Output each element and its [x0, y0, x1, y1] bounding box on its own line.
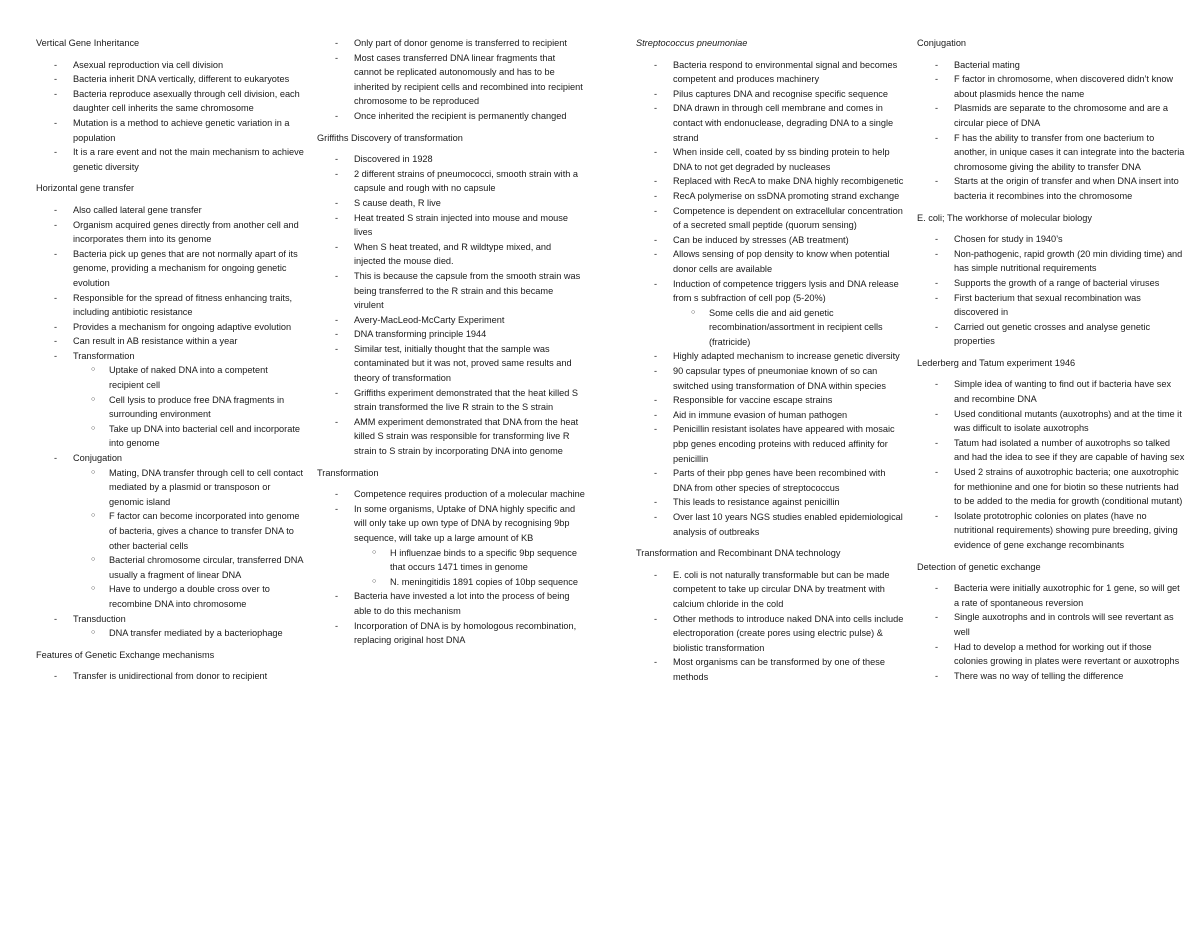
dash-bullet-icon: -: [54, 350, 58, 361]
dash-bullet-icon: -: [935, 277, 939, 288]
dash-bullet-icon: -: [654, 205, 658, 216]
dash-bullet-icon: -: [54, 74, 58, 85]
bullet-list: [317, 487, 585, 648]
bullet-item: [917, 581, 1185, 610]
dash-bullet-icon: -: [335, 503, 339, 514]
sub-bullet-item: [36, 393, 304, 422]
bullet-text: Mating, DNA transfer through cell to cell contact mediated by a plasmid or transposon or genomic island: [109, 467, 304, 507]
bullet-list: [36, 58, 304, 175]
bullet-item: [917, 610, 1185, 639]
bullet-item: [36, 58, 304, 73]
section-heading: Detection of genetic exchange: [917, 561, 1041, 572]
bullet-text: Carried out genetic crosses and analyse genetic properties: [954, 321, 1151, 347]
section-heading: Vertical Gene Inheritance: [36, 38, 140, 48]
dash-bullet-icon: -: [654, 351, 658, 362]
bullet-text: This leads to resistance against penicillin: [673, 497, 840, 508]
dash-bullet-icon: -: [54, 248, 58, 259]
bullet-text: 90 capsular types of pneumoniae known of so can switched using transformation of DNA within species: [673, 366, 886, 391]
dash-bullet-icon: -: [935, 612, 939, 623]
bullet-item: [917, 436, 1185, 465]
dash-bullet-icon: -: [935, 292, 939, 303]
dash-bullet-icon: -: [654, 176, 658, 187]
circle-bullet-icon: ○: [91, 468, 96, 476]
bullet-text: Conjugation: [73, 453, 123, 464]
bullet-item: [917, 276, 1185, 291]
dash-bullet-icon: -: [654, 249, 658, 260]
column-4: [917, 36, 1185, 690]
sub-bullet-item: [36, 553, 304, 582]
bullet-text: Competence is dependent on extracellular concentration of a secreted small peptide (quorum sensing): [673, 205, 903, 231]
dash-bullet-icon: -: [654, 497, 658, 508]
bullet-text: Bacteria reproduce asexually through cell division, each daughter cell inherits the same chromosome: [73, 88, 300, 114]
bullet-text: Also called lateral gene transfer: [73, 204, 202, 215]
dash-bullet-icon: -: [935, 583, 939, 594]
bullet-text: This is because the capsule from the smooth strain was being transferred to the R strain and this became virulent: [354, 270, 581, 311]
dash-bullet-icon: -: [335, 314, 339, 325]
bullet-text: H influenzae binds to a specific 9bp sequence that occurs 1471 times in genome: [390, 547, 577, 573]
bullet-text: Only part of donor genome is transferred to recipient: [354, 38, 567, 48]
bullet-item: [36, 203, 304, 218]
bullet-list: [917, 232, 1185, 349]
bullet-item: [36, 218, 304, 247]
column-3: [636, 36, 904, 692]
dash-bullet-icon: -: [335, 270, 339, 281]
bullet-item: [636, 510, 904, 539]
column-2: [317, 36, 585, 655]
bullet-item: [36, 87, 304, 116]
dash-bullet-icon: -: [654, 88, 658, 99]
bullet-list: [917, 58, 1185, 204]
bullet-item: [917, 131, 1185, 175]
dash-bullet-icon: -: [935, 510, 939, 521]
dash-bullet-icon: -: [335, 329, 339, 340]
bullet-text: S cause death, R live: [354, 197, 441, 208]
section-heading: Features of Genetic Exchange mechanisms: [36, 649, 215, 660]
circle-bullet-icon: ○: [91, 366, 96, 374]
bullet-item: [636, 189, 904, 204]
bullet-item: [636, 422, 904, 466]
circle-bullet-icon: ○: [691, 308, 696, 316]
bullet-item: [636, 495, 904, 510]
bullet-text: Responsible for vaccine escape strains: [673, 395, 833, 406]
dash-bullet-icon: -: [935, 234, 939, 245]
bullet-item: [36, 145, 304, 174]
bullet-text: Most cases transferred DNA linear fragments that cannot be replicated autonomously and has to be inherited by recipient cells and recombined into recipient chromosome to be reproduced: [354, 52, 583, 107]
bullet-text: Cell lysis to produce free DNA fragments in surrounding environment: [109, 394, 285, 420]
dash-bullet-icon: -: [935, 74, 939, 85]
dash-bullet-icon: -: [335, 620, 339, 631]
dash-bullet-icon: -: [935, 176, 939, 187]
bullet-text: Other methods to introduce naked DNA into cells include electroporation (create pores using electric pulse) & biolistic transformation: [673, 613, 904, 653]
bullet-text: Can result in AB resistance within a year: [73, 336, 238, 347]
bullet-text: Bacteria pick up genes that are not normally apart of its genome, providing a mechanism for ongoing genetic evolution: [73, 248, 298, 288]
bullet-item: [317, 619, 585, 648]
bullet-item: [36, 451, 304, 466]
bullet-text: Pilus captures DNA and recognise specific sequence: [673, 88, 889, 99]
dash-bullet-icon: -: [54, 671, 58, 682]
bullet-list: [36, 669, 304, 684]
bullet-item: [36, 334, 304, 349]
bullet-list: [917, 377, 1185, 552]
dash-bullet-icon: -: [935, 132, 939, 143]
bullet-item: [636, 277, 904, 306]
bullet-item: [917, 407, 1185, 436]
bullet-text: 2 different strains of pneumococci, smooth strain with a capsule and rough with no capsule: [354, 168, 579, 194]
dash-bullet-icon: -: [654, 59, 658, 70]
dash-bullet-icon: -: [654, 657, 658, 668]
dash-bullet-icon: -: [654, 468, 658, 479]
bullet-item: [317, 109, 585, 124]
dash-bullet-icon: -: [654, 395, 658, 406]
bullet-item: [317, 240, 585, 269]
sub-bullet-item: [636, 306, 904, 350]
section-heading: Transformation: [317, 467, 379, 478]
bullet-item: [636, 408, 904, 423]
bullet-text: DNA transfer mediated by a bacteriophage: [109, 628, 283, 639]
bullet-text: Aid in immune evasion of human pathogen: [673, 409, 848, 420]
bullet-item: [917, 640, 1185, 669]
bullet-item: [317, 196, 585, 211]
bullet-text: F factor in chromosome, when discovered didn’t know about plasmids hence the name: [954, 74, 1174, 99]
bullet-item: [36, 72, 304, 87]
sub-bullet-item: [36, 582, 304, 611]
bullet-text: It is a rare event and not the main mechanism to achieve genetic diversity: [73, 147, 304, 172]
circle-bullet-icon: ○: [91, 424, 96, 432]
bullet-text: DNA transforming principle 1944: [354, 329, 487, 340]
bullet-item: [36, 669, 304, 684]
bullet-text: Simple idea of wanting to find out if bacteria have sex and recombine DNA: [954, 379, 1172, 405]
bullet-list: [636, 58, 904, 540]
bullet-item: [636, 101, 904, 145]
dash-bullet-icon: -: [935, 641, 939, 652]
section-heading: Streptococcus pneumoniae: [636, 38, 748, 48]
dash-bullet-icon: -: [54, 147, 58, 158]
bullet-item: [636, 612, 904, 656]
dash-bullet-icon: -: [654, 569, 658, 580]
bullet-text: Responsible for the spread of fitness enhancing traits, including antibiotic resistance: [73, 292, 293, 318]
dash-bullet-icon: -: [935, 379, 939, 390]
bullet-text: Bacteria have invested a lot into the process of being able to do this mechanism: [354, 591, 570, 616]
bullet-item: [317, 502, 585, 546]
bullet-text: Similar test, initially thought that the sample was contaminated but it was not, proved same results and theory of transformation: [354, 343, 572, 384]
dash-bullet-icon: -: [54, 117, 58, 128]
bullet-item: [36, 291, 304, 320]
bullet-text: Organism acquired genes directly from another cell and incorporates them into its genome: [73, 219, 299, 245]
bullet-item: [917, 232, 1185, 247]
bullet-text: Have to undergo a double cross over to recombine DNA into chromosome: [109, 584, 270, 609]
bullet-text: Supports the growth of a range of bacterial viruses: [954, 277, 1160, 288]
section-heading: Horizontal gene transfer: [36, 183, 135, 194]
bullet-text: Asexual reproduction via cell division: [73, 59, 224, 70]
section-heading: Conjugation: [917, 38, 967, 48]
dash-bullet-icon: -: [654, 512, 658, 522]
bullet-item: [636, 568, 904, 612]
dash-bullet-icon: -: [935, 467, 939, 478]
sub-bullet-item: [36, 466, 304, 510]
dash-bullet-icon: -: [54, 613, 58, 624]
bullet-text: Heat treated S strain injected into mouse and mouse lives: [354, 212, 568, 238]
dash-bullet-icon: -: [54, 88, 58, 99]
bullet-text: Transfer is unidirectional from donor to recipient: [73, 671, 268, 682]
sub-bullet-item: [317, 546, 585, 575]
bullet-text: DNA drawn in through cell membrane and comes in contact with endonuclease, degrading DNA to a single strand: [673, 103, 894, 143]
dash-bullet-icon: -: [935, 248, 939, 259]
bullet-text: Used conditional mutants (auxotrophs) and at the time it was difficult to isolate auxotrophs: [954, 408, 1182, 434]
bullet-item: [317, 386, 585, 415]
sub-bullet-item: [36, 626, 304, 641]
bullet-item: [636, 145, 904, 174]
bullet-text: Transduction: [73, 613, 126, 624]
bullet-text: Used 2 strains of auxotrophic bacteria; one auxotrophic for methionine and one for biotin so these nutrients had to be added to the media for growth (conditional mutant): [954, 467, 1183, 507]
bullet-item: [917, 320, 1185, 349]
dash-bullet-icon: -: [335, 197, 339, 208]
bullet-item: [636, 466, 904, 495]
bullet-text: Uptake of naked DNA into a competent recipient cell: [109, 365, 268, 391]
bullet-list: [636, 568, 904, 685]
bullet-item: [317, 167, 585, 196]
bullet-text: Penicillin resistant isolates have appeared with mosaic pbp genes encoding proteins with reduced affinity for penicillin: [673, 424, 895, 464]
bullet-item: [636, 204, 904, 233]
bullet-item: [317, 152, 585, 167]
bullet-text: N. meningitidis 1891 copies of 10bp sequence: [390, 576, 578, 587]
bullet-item: [36, 612, 304, 627]
dash-bullet-icon: -: [335, 343, 339, 354]
bullet-item: [917, 174, 1185, 203]
bullet-text: Parts of their pbp genes have been recombined with DNA from other species of streptococcus: [673, 468, 886, 493]
bullet-item: [636, 349, 904, 364]
bullet-text: Over last 10 years NGS studies enabled epidemiological analysis of outbreaks: [673, 512, 903, 537]
circle-bullet-icon: ○: [91, 395, 96, 403]
dash-bullet-icon: -: [54, 321, 58, 332]
dash-bullet-icon: -: [54, 336, 58, 347]
dash-bullet-icon: -: [54, 204, 58, 215]
bullet-item: [636, 247, 904, 276]
bullet-text: Can be induced by stresses (AB treatment): [673, 234, 849, 245]
bullet-item: [317, 51, 585, 109]
bullet-list: [917, 581, 1185, 683]
bullet-text: Bacteria inherit DNA vertically, different to eukaryotes: [73, 74, 290, 85]
bullet-list: [36, 203, 304, 641]
bullet-item: [36, 247, 304, 291]
circle-bullet-icon: ○: [91, 629, 96, 637]
dash-bullet-icon: -: [654, 147, 658, 158]
bullet-item: [917, 291, 1185, 320]
bullet-item: [636, 87, 904, 102]
bullet-text: When inside cell, coated by ss binding protein to help DNA to not get degraded by nucleases: [673, 147, 890, 172]
bullet-text: Highly adapted mechanism to increase genetic diversity: [673, 351, 900, 362]
dash-bullet-icon: -: [335, 489, 339, 500]
bullet-item: [36, 320, 304, 335]
dash-bullet-icon: -: [335, 212, 339, 223]
bullet-item: [917, 669, 1185, 684]
bullet-text: E. coli is not naturally transformable but can be made competent to take up circular DNA by treatment with calcium chloride in the cold: [673, 569, 890, 609]
dash-bullet-icon: -: [335, 241, 339, 252]
bullet-list: [317, 36, 585, 124]
bullet-item: [917, 465, 1185, 509]
dash-bullet-icon: -: [654, 190, 658, 201]
bullet-item: [317, 589, 585, 618]
dash-bullet-icon: -: [335, 591, 339, 602]
bullet-text: Some cells die and aid genetic recombination/assortment in recipient cells (fratricide): [709, 307, 883, 347]
dash-bullet-icon: -: [654, 278, 658, 289]
circle-bullet-icon: ○: [91, 512, 96, 520]
bullet-item: [317, 487, 585, 502]
bullet-text: Once inherited the recipient is permanently changed: [354, 110, 567, 121]
bullet-text: Avery-MacLeod-McCarty Experiment: [354, 314, 505, 325]
dash-bullet-icon: -: [335, 416, 339, 427]
sub-bullet-item: [36, 363, 304, 392]
bullet-text: Starts at the origin of transfer and when DNA insert into bacteria it recombines into the chromosome: [954, 176, 1179, 201]
bullet-item: [636, 655, 904, 684]
bullet-text: Discovered in 1928: [354, 154, 433, 165]
bullet-item: [36, 116, 304, 145]
dash-bullet-icon: -: [54, 219, 58, 230]
dash-bullet-icon: -: [935, 408, 939, 419]
circle-bullet-icon: ○: [91, 556, 96, 564]
bullet-text: Plasmids are separate to the chromosome and are a circular piece of DNA: [954, 103, 1168, 128]
dash-bullet-icon: -: [935, 59, 939, 70]
bullet-item: [36, 349, 304, 364]
circle-bullet-icon: ○: [91, 585, 96, 593]
bullet-item: [636, 58, 904, 87]
bullet-text: Bacteria respond to environmental signal and becomes competent and produces machinery: [673, 59, 898, 85]
circle-bullet-icon: ○: [372, 577, 377, 585]
bullet-text: F factor can become incorporated into genome of bacteria, gives a chance to transfer DNA to other bacterial cells: [109, 511, 300, 551]
section-heading: E. coli; The workhorse of molecular biology: [917, 212, 1092, 223]
dash-bullet-icon: -: [335, 168, 339, 179]
dash-bullet-icon: -: [654, 424, 658, 435]
bullet-item: [636, 174, 904, 189]
dash-bullet-icon: -: [654, 103, 658, 114]
bullet-item: [917, 58, 1185, 73]
bullet-item: [317, 36, 585, 51]
bullet-text: F has the ability to transfer from one bacterium to another, in unique cases it can integrate into the bacteria chromosome giving the ability to transfer DNA: [954, 132, 1185, 172]
bullet-item: [636, 393, 904, 408]
bullet-text: Tatum had isolated a number of auxotrophs so talked and had the idea to see if they are capable of having sex: [954, 437, 1185, 463]
bullet-text: Bacteria were initially auxotrophic for 1 gene, so will get a rate of spontaneous reversion: [954, 583, 1180, 608]
bullet-item: [317, 342, 585, 386]
dash-bullet-icon: -: [335, 38, 339, 48]
dash-bullet-icon: -: [335, 154, 339, 165]
bullet-text: Griffiths experiment demonstrated that the heat killed S strain transformed the live R strain to the S strain: [354, 387, 579, 413]
dash-bullet-icon: -: [654, 409, 658, 420]
bullet-item: [917, 72, 1185, 101]
bullet-text: Isolate prototrophic colonies on plates (have no nutritional requirements) showing pure breeding, giving evidence of gene exchange recombinants: [954, 510, 1178, 550]
section-heading: Lederberg and Tatum experiment 1946: [917, 357, 1076, 368]
bullet-text: Replaced with RecA to make DNA highly recombigenetic: [673, 176, 904, 187]
bullet-text: First bacterium that sexual recombination was discovered in: [954, 292, 1141, 318]
dash-bullet-icon: -: [935, 321, 939, 332]
bullet-text: Bacterial mating: [954, 59, 1020, 70]
bullet-item: [317, 211, 585, 240]
dash-bullet-icon: -: [54, 453, 58, 464]
bullet-text: Competence requires production of a molecular machine: [354, 489, 585, 500]
bullet-text: Single auxotrophs and in controls will see revertant as well: [954, 612, 1174, 637]
bullet-text: There was no way of telling the difference: [954, 670, 1124, 681]
bullet-text: When S heat treated, and R wildtype mixed, and injected the mouse died.: [354, 241, 552, 267]
bullet-text: Had to develop a method for working out if those colonies growing in plates were revertant or auxotrophs: [954, 641, 1180, 667]
bullet-item: [636, 364, 904, 393]
bullet-text: Provides a mechanism for ongoing adaptive evolution: [73, 321, 292, 332]
dash-bullet-icon: -: [54, 292, 58, 303]
bullet-item: [317, 327, 585, 342]
bullet-text: Take up DNA into bacterial cell and incorporate into genome: [109, 423, 301, 449]
dash-bullet-icon: -: [935, 437, 939, 448]
bullet-item: [317, 269, 585, 313]
bullet-item: [917, 509, 1185, 553]
bullet-text: Bacterial chromosome circular, transferred DNA usually a fragment of linear DNA: [109, 555, 304, 580]
bullet-text: Non-pathogenic, rapid growth (20 min dividing time) and has simple nutritional requirements: [954, 248, 1183, 274]
column-1: [36, 36, 304, 691]
bullet-item: [317, 313, 585, 328]
dash-bullet-icon: -: [654, 366, 658, 377]
bullet-item: [317, 415, 585, 459]
bullet-text: Transformation: [73, 350, 135, 361]
sub-bullet-item: [36, 422, 304, 451]
section-heading: Transformation and Recombinant DNA technology: [636, 548, 841, 559]
bullet-text: Mutation is a method to achieve genetic variation in a population: [73, 117, 290, 143]
bullet-text: Most organisms can be transformed by one of these methods: [673, 657, 885, 682]
sub-bullet-item: [36, 509, 304, 553]
bullet-text: Incorporation of DNA is by homologous recombination, replacing original host DNA: [354, 620, 577, 646]
dash-bullet-icon: -: [335, 387, 339, 398]
bullet-item: [917, 377, 1185, 406]
dash-bullet-icon: -: [654, 234, 658, 245]
section-heading: Griffiths Discovery of transformation: [317, 132, 463, 143]
bullet-text: RecA polymerise on ssDNA promoting strand exchange: [673, 190, 900, 201]
bullet-text: Allows sensing of pop density to know when potential donor cells are available: [673, 249, 890, 274]
bullet-item: [917, 101, 1185, 130]
bullet-item: [636, 233, 904, 248]
bullet-text: Chosen for study in 1940’s: [954, 234, 1063, 245]
sub-bullet-item: [317, 575, 585, 590]
bullet-text: In some organisms, Uptake of DNA highly specific and will only take up own type of DNA by recognising 9bp sequence, will take up a large amount of KB: [354, 503, 576, 543]
dash-bullet-icon: -: [54, 59, 58, 70]
bullet-text: AMM experiment demonstrated that DNA from the heat killed S strain was responsible for transforming live R strain to S strain by incorporating DNA into genome: [354, 416, 579, 457]
bullet-text: Induction of competence triggers lysis and DNA release from s subfraction of cell pop (5-20%): [673, 278, 899, 304]
circle-bullet-icon: ○: [372, 548, 377, 556]
bullet-list: [317, 152, 585, 458]
dash-bullet-icon: -: [935, 103, 939, 114]
dash-bullet-icon: -: [935, 670, 939, 681]
bullet-item: [917, 247, 1185, 276]
dash-bullet-icon: -: [335, 110, 339, 121]
dash-bullet-icon: -: [654, 613, 658, 624]
dash-bullet-icon: -: [335, 52, 339, 63]
